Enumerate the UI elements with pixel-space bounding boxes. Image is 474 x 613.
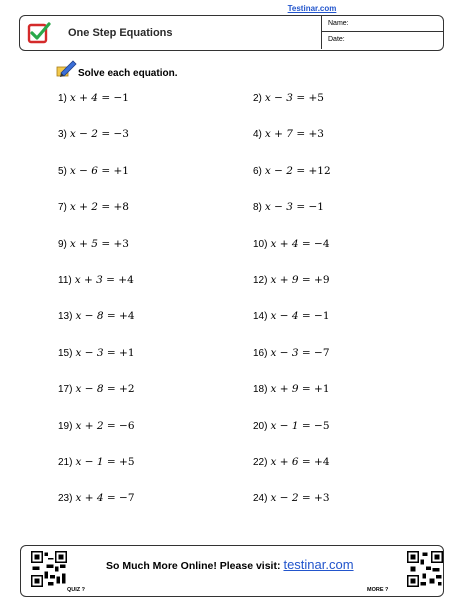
- equation-rhs: +2: [119, 383, 135, 396]
- equation-number: 15): [58, 347, 73, 359]
- equation-lhs: x − 4: [270, 310, 299, 323]
- equation-number: 23): [58, 493, 73, 505]
- equation-rhs: −4: [314, 237, 330, 250]
- equals-sign: =: [292, 92, 309, 104]
- equation-expression: [270, 310, 329, 322]
- equation-number: 21): [58, 457, 73, 468]
- equation-lhs: x − 8: [75, 310, 104, 323]
- equals-sign: =: [97, 164, 114, 177]
- header-box: [19, 15, 444, 51]
- equation-expression: [75, 383, 134, 395]
- footer: [20, 545, 444, 597]
- instructions: Solve each equation.: [78, 68, 178, 79]
- equation-expression: [265, 92, 324, 104]
- equation-number: 1): [58, 93, 67, 104]
- equation-lhs: x + 9: [270, 383, 299, 396]
- equals-sign: =: [103, 492, 120, 505]
- equation-expression: [70, 92, 129, 104]
- equals-sign: =: [103, 346, 120, 359]
- equation-expression: [70, 201, 129, 213]
- equation-expression: [70, 128, 129, 140]
- equation-rhs: +1: [119, 346, 135, 359]
- equation-expression: [265, 201, 324, 213]
- equation-lhs: x + 2: [75, 419, 104, 432]
- equation-item: [58, 492, 135, 504]
- equation-lhs: x − 2: [69, 128, 98, 141]
- equation-expression: [70, 238, 129, 250]
- equation-lhs: x + 4: [270, 237, 299, 250]
- equation-rhs: −1: [314, 310, 330, 323]
- equation-lhs: x − 8: [75, 383, 104, 396]
- equation-item: [253, 492, 330, 504]
- equation-lhs: x − 1: [75, 456, 104, 468]
- equals-sign: =: [103, 419, 120, 432]
- equation-expression: [265, 165, 331, 177]
- equation-item: [58, 310, 135, 322]
- equation-rhs: +8: [113, 201, 129, 214]
- equation-item: [253, 310, 330, 322]
- equals-sign: =: [298, 456, 315, 468]
- equation-expression: [75, 456, 134, 468]
- equation-lhs: x + 2: [69, 201, 98, 214]
- qr-code-more-icon[interactable]: [407, 551, 443, 587]
- equation-lhs: x + 9: [270, 274, 299, 286]
- equation-number: 17): [58, 384, 73, 396]
- equation-expression: [265, 128, 324, 140]
- equation-item: [58, 420, 135, 432]
- quiz-label: QUIZ ?: [67, 587, 86, 593]
- equation-rhs: +3: [113, 237, 129, 250]
- equation-lhs: x − 3: [264, 201, 293, 214]
- equation-item: [253, 238, 330, 250]
- equation-rhs: +5: [119, 456, 135, 468]
- equals-sign: =: [298, 492, 315, 505]
- worksheet-title: One Step Equations: [68, 27, 173, 39]
- equation-lhs: x + 4: [75, 492, 104, 505]
- equation-item: [58, 128, 129, 140]
- equals-sign: =: [298, 419, 315, 432]
- equation-lhs: x − 3: [264, 92, 293, 104]
- equation-lhs: x − 2: [270, 492, 299, 505]
- equals-sign: =: [298, 237, 315, 250]
- equation-item: [253, 420, 330, 432]
- equation-rhs: +1: [113, 164, 129, 177]
- equation-rhs: +5: [308, 92, 324, 104]
- equation-expression: [75, 310, 134, 322]
- name-field[interactable]: Name:: [322, 16, 444, 32]
- equation-rhs: +3: [308, 128, 324, 141]
- equation-item: [253, 274, 330, 286]
- equation-lhs: x + 4: [69, 92, 98, 104]
- equation-number: 9): [58, 238, 67, 250]
- equation-lhs: x + 3: [74, 274, 103, 286]
- equation-item: [58, 456, 135, 468]
- footer-message: [106, 557, 354, 572]
- checkbox-logo-icon: [27, 21, 51, 45]
- footer-link[interactable]: testinar.com: [283, 557, 354, 572]
- equation-lhs: x − 1: [270, 419, 299, 432]
- equation-item: [58, 383, 135, 395]
- equation-expression: [270, 238, 329, 250]
- equation-lhs: x − 3: [75, 346, 104, 359]
- equals-sign: =: [292, 128, 309, 141]
- equation-number: 22): [253, 457, 268, 468]
- equation-item: [253, 128, 324, 140]
- equation-expression: [75, 492, 134, 504]
- equation-number: 5): [58, 165, 67, 177]
- equals-sign: =: [103, 456, 120, 468]
- equation-rhs: +4: [314, 456, 330, 468]
- equation-number: 10): [253, 238, 268, 250]
- equals-sign: =: [97, 92, 114, 104]
- equation-lhs: x − 3: [270, 346, 299, 359]
- equation-lhs: x + 7: [264, 128, 293, 141]
- equation-item: [58, 92, 129, 104]
- equals-sign: =: [298, 274, 315, 286]
- equation-number: 8): [253, 202, 262, 214]
- equation-number: 18): [253, 384, 268, 396]
- equation-number: 16): [253, 347, 268, 359]
- equation-number: 24): [253, 493, 268, 505]
- equation-item: [58, 274, 134, 286]
- equation-item: [58, 201, 129, 213]
- site-link[interactable]: Testinar.com: [287, 4, 337, 13]
- equals-sign: =: [298, 383, 315, 396]
- more-label: MORE ?: [367, 587, 389, 593]
- equation-item: [253, 456, 330, 468]
- equation-number: 7): [58, 202, 67, 214]
- equation-number: 20): [253, 420, 268, 432]
- equation-number: 14): [253, 311, 268, 323]
- equation-rhs: +12: [308, 164, 331, 177]
- equals-sign: =: [103, 383, 120, 396]
- equals-sign: =: [298, 346, 315, 359]
- equation-rhs: −1: [113, 92, 129, 104]
- equation-item: [253, 347, 330, 359]
- equals-sign: =: [97, 201, 114, 214]
- equation-lhs: x + 5: [69, 237, 98, 250]
- equation-item: [253, 201, 324, 213]
- equation-rhs: +1: [314, 383, 330, 396]
- equation-expression: [270, 347, 329, 359]
- equation-lhs: x − 2: [264, 164, 293, 177]
- equation-rhs: +4: [118, 274, 134, 286]
- equation-expression: [270, 456, 329, 468]
- date-field[interactable]: Date:: [328, 36, 345, 43]
- equation-item: [253, 165, 331, 177]
- equation-expression: [70, 165, 129, 177]
- equals-sign: =: [102, 274, 119, 286]
- equation-number: 13): [58, 311, 73, 323]
- equation-item: [253, 383, 330, 395]
- equals-sign: =: [97, 128, 114, 141]
- equation-rhs: −1: [308, 201, 324, 214]
- equation-rhs: +9: [314, 274, 330, 286]
- equation-rhs: +4: [119, 310, 135, 323]
- footer-text: So Much More Online! Please visit:: [106, 560, 281, 572]
- equation-number: 4): [253, 129, 262, 141]
- equation-number: 19): [58, 420, 73, 432]
- equation-expression: [270, 383, 329, 395]
- equation-expression: [75, 347, 134, 359]
- equation-expression: [270, 420, 329, 432]
- equation-rhs: −7: [119, 492, 135, 505]
- equation-rhs: −3: [113, 128, 129, 141]
- equation-lhs: x − 6: [69, 164, 98, 177]
- equals-sign: =: [298, 310, 315, 323]
- equation-expression: [270, 492, 329, 504]
- qr-code-quiz-icon[interactable]: [31, 551, 67, 587]
- equals-sign: =: [103, 310, 120, 323]
- equation-number: 11): [58, 275, 72, 286]
- equation-rhs: −5: [314, 419, 330, 432]
- equation-item: [58, 347, 135, 359]
- equation-expression: [75, 420, 134, 432]
- pencil-icon: [55, 58, 79, 78]
- equation-lhs: x + 6: [270, 456, 299, 468]
- name-date-box: [321, 16, 444, 49]
- equation-rhs: −6: [119, 419, 135, 432]
- equals-sign: =: [292, 201, 309, 214]
- equation-number: 6): [253, 165, 262, 177]
- equation-number: 3): [58, 129, 67, 141]
- equation-item: [58, 238, 129, 250]
- equation-rhs: +3: [314, 492, 330, 505]
- equals-sign: =: [292, 164, 309, 177]
- equation-expression: [75, 274, 134, 286]
- equation-number: 2): [253, 93, 262, 104]
- equals-sign: =: [97, 237, 114, 250]
- equation-rhs: −7: [314, 346, 330, 359]
- equation-expression: [270, 274, 329, 286]
- equation-item: [58, 165, 129, 177]
- equation-number: 12): [253, 275, 268, 286]
- equation-item: [253, 92, 324, 104]
